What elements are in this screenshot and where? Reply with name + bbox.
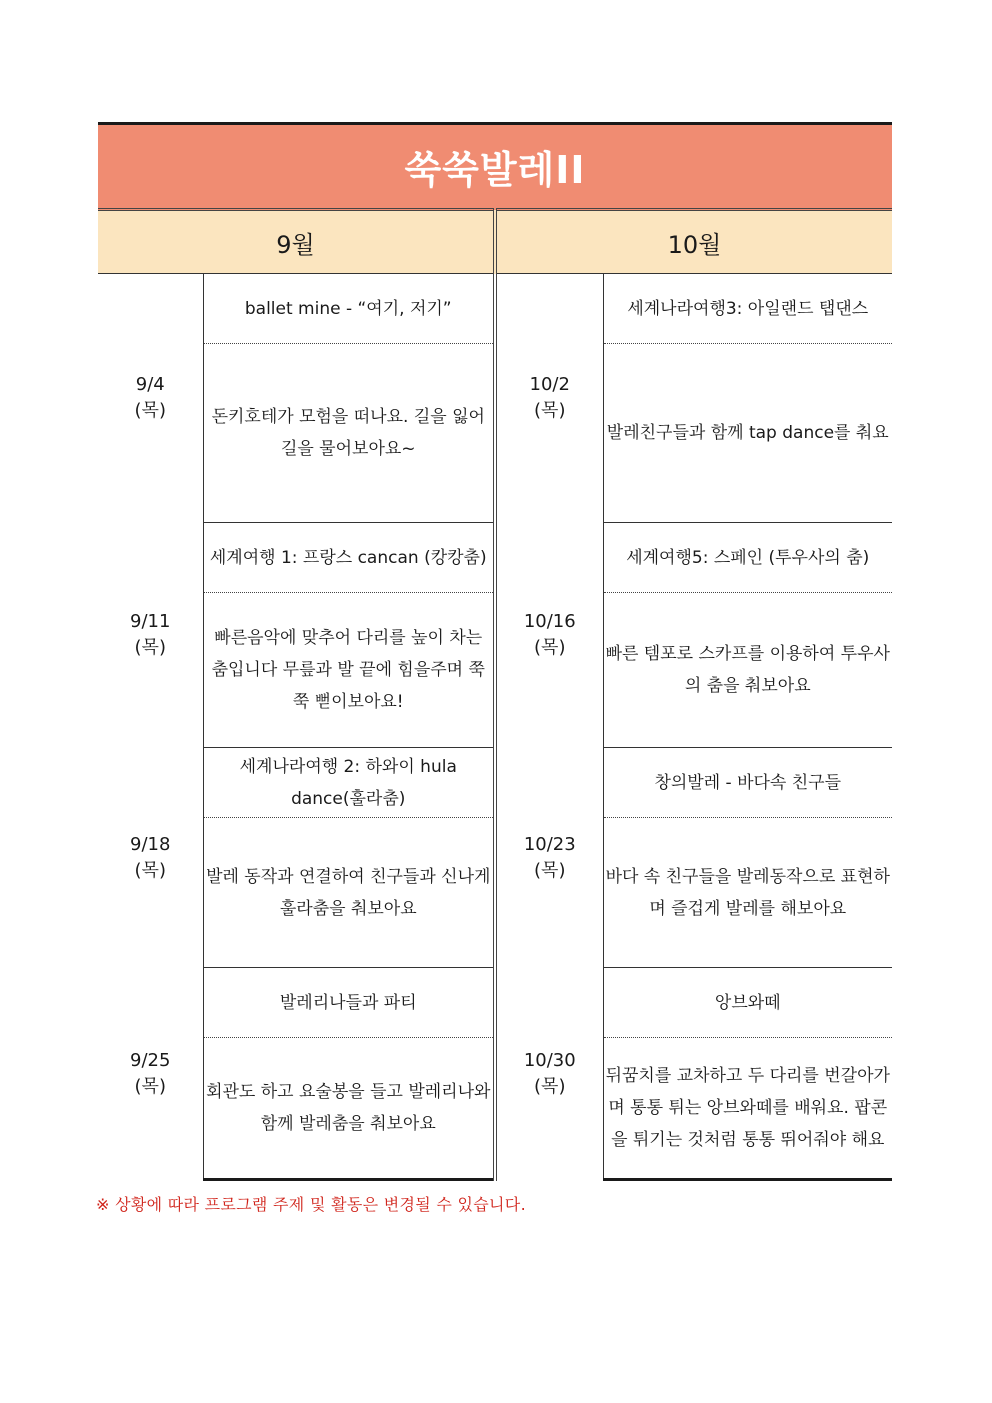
session-topic: 앙브와떼 (603, 968, 892, 1038)
session-topic: 세계여행5: 스페인 (투우사의 춤) (603, 523, 892, 593)
session-topic: 발레리나들과 파티 (203, 968, 495, 1038)
schedule-table (98, 122, 892, 1181)
month-header-october: 10월 (495, 210, 892, 274)
session-topic: ballet mine - “여기, 저기” (203, 274, 495, 344)
month-header-september: 9월 (98, 210, 495, 274)
session-topic: 세계여행 1: 프랑스 cancan (캉캉춤) (203, 523, 495, 593)
session-description: 빠른음악에 맞추어 다리를 높이 차는 춤입니다 무릎과 발 끝에 힘을주며 쭉쭉 뻗이보아요! (203, 593, 495, 748)
session-description: 회관도 하고 요술봉을 들고 발레리나와 함께 발레춤을 춰보아요 (203, 1038, 495, 1180)
session-description: 발레 동작과 연결하여 친구들과 신나게 훌라춤을 춰보아요 (203, 818, 495, 968)
date-cell: 9/11 (목) (98, 523, 203, 748)
date-cell: 10/2 (목) (495, 274, 603, 523)
session-topic: 창의발레 - 바다속 친구들 (603, 748, 892, 818)
session-description: 발레친구들과 함께 tap dance를 춰요 (603, 344, 892, 523)
session-description: 빠른 템포로 스카프를 이용하여 투우사의 춤을 춰보아요 (603, 593, 892, 748)
session-topic: 세계나라여행3: 아일랜드 탭댄스 (603, 274, 892, 344)
session-topic: 세계나라여행 2: 하와이 hula dance(훌라춤) (203, 748, 495, 818)
date-cell: 10/30 (목) (495, 968, 603, 1180)
session-description: 바다 속 친구들을 발레동작으로 표현하며 즐겁게 발레를 해보아요 (603, 818, 892, 968)
date-cell: 9/4 (목) (98, 274, 203, 523)
date-cell: 10/23 (목) (495, 748, 603, 968)
footnote: ※ 상황에 따라 프로그램 주제 및 활동은 변경될 수 있습니다. (96, 1195, 526, 1214)
program-title: 쑥쑥발레II (98, 124, 892, 210)
session-description: 뒤꿈치를 교차하고 두 다리를 번갈아가며 통통 튀는 앙브와떼를 배워요. 팝콘을 튀기는 것처럼 통통 뛰어줘야 해요 (603, 1038, 892, 1180)
session-description: 돈키호테가 모험을 떠나요. 길을 잃어 길을 물어보아요~ (203, 344, 495, 523)
date-cell: 10/16 (목) (495, 523, 603, 748)
date-cell: 9/25 (목) (98, 968, 203, 1180)
date-cell: 9/18 (목) (98, 748, 203, 968)
